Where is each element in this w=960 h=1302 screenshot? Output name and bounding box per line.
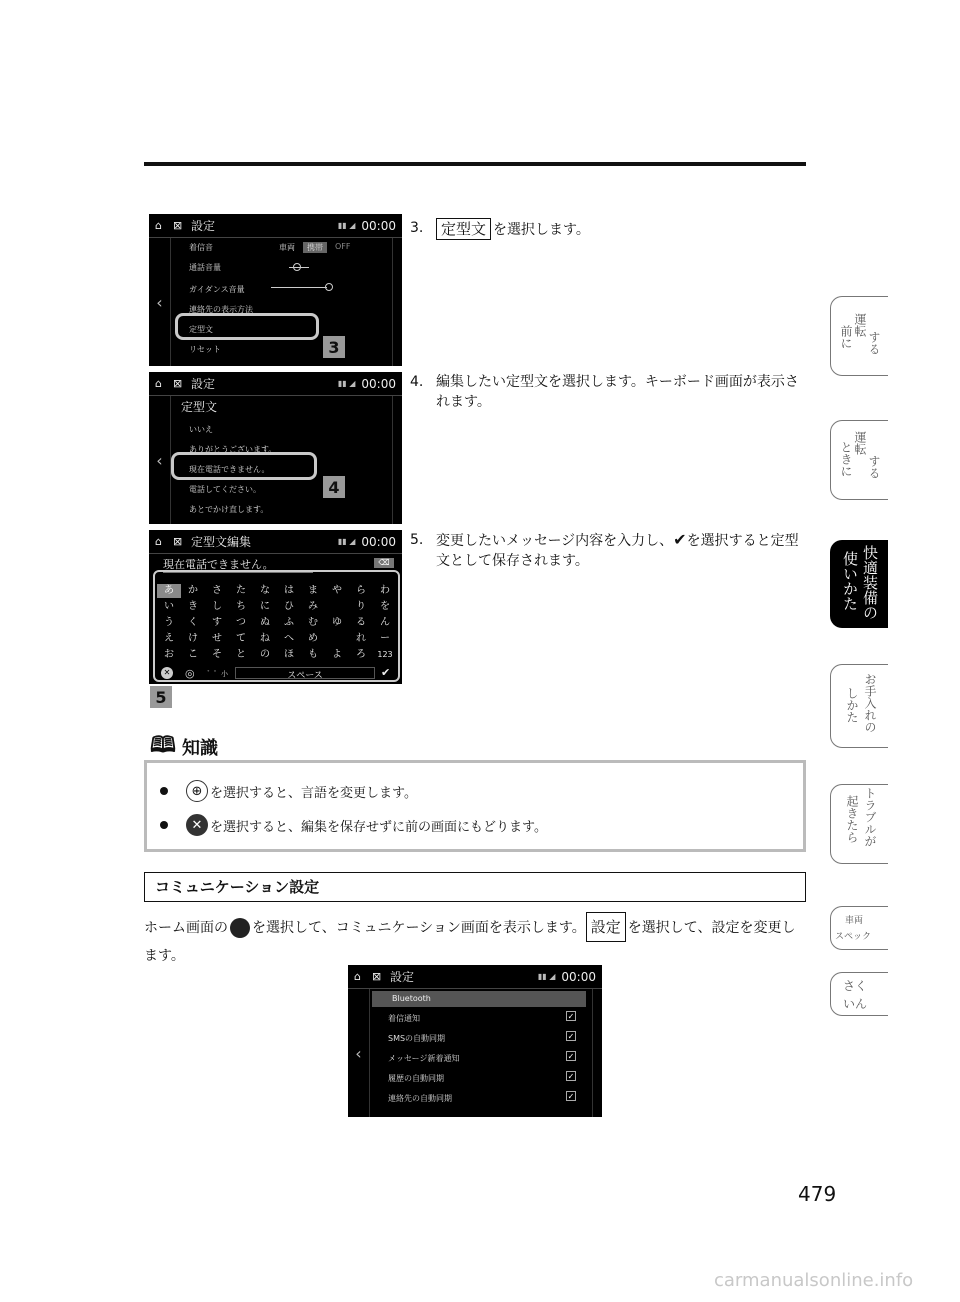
phrase-row: ありがとうございます。 (189, 445, 277, 454)
kana-key[interactable]: あ (157, 584, 181, 598)
setting-row: SMSの自動同期 (388, 1034, 446, 1043)
kana-key[interactable]: か (188, 585, 198, 596)
setting-row: 履歴の自動同期 (388, 1074, 444, 1083)
phrase-row: あとでかけ直します。 (189, 505, 269, 514)
delete-icon: ✕ (161, 667, 173, 679)
boxed-label: 定型文 (436, 218, 491, 240)
signal-icon: ▮▮ ◢ (337, 379, 356, 388)
home-icon: ⌂ (155, 535, 162, 548)
kana-key[interactable]: を (380, 601, 390, 612)
small-kana-key: ゛゜小 (207, 670, 228, 678)
setting-row: 着信通知 (388, 1014, 420, 1023)
clock: 00:00 (561, 969, 596, 984)
home-icon: ⌂ (155, 219, 162, 232)
tab-troubleshooting[interactable]: 起きたら トラブルが (830, 784, 888, 864)
kana-key[interactable]: ね (260, 633, 270, 644)
kana-key[interactable]: わ (380, 585, 390, 596)
phrase-row: いいえ (189, 425, 213, 434)
kana-key[interactable]: つ (236, 617, 246, 628)
back-icon: ⊠ (173, 219, 183, 232)
kana-key[interactable]: せ (212, 633, 222, 644)
page-number: 479 (798, 1182, 837, 1206)
kana-key[interactable]: の (260, 649, 270, 660)
back-icon: ⊠ (173, 377, 183, 390)
setting-row: メッセージ新着通知 (388, 1054, 460, 1063)
screen-title: 設定 (390, 970, 415, 984)
kana-key[interactable]: る (356, 617, 366, 628)
screen-heading: 定型文 (181, 400, 218, 414)
kana-key[interactable]: へ (284, 633, 294, 644)
tab-before-driving[interactable]: 運転 前に する (830, 296, 888, 376)
back-icon: ⊠ (173, 535, 183, 548)
settings-row: 着信音 (189, 243, 213, 252)
kana-key[interactable]: ろ (356, 649, 366, 660)
kana-key[interactable]: ち (236, 601, 246, 612)
chevron-left-icon: ‹ (348, 989, 370, 1117)
tab-maintenance[interactable]: しかた お手入れの (830, 664, 888, 748)
kana-key[interactable]: ま (308, 585, 318, 596)
kana-key[interactable]: こ (188, 649, 198, 660)
kana-key[interactable]: ー (380, 633, 390, 644)
checkbox-icon: ✓ (567, 1072, 575, 1081)
chevron-left-icon: ‹ (149, 238, 171, 366)
screen-title: 設定 (191, 377, 216, 391)
setting-row: 連絡先の自動同期 (388, 1094, 452, 1103)
kana-key[interactable]: そ (212, 649, 222, 660)
kana-key[interactable]: て (236, 633, 246, 644)
home-icon: ⌂ (155, 377, 162, 390)
phrase-row: 現在電話できません。 (189, 465, 270, 474)
guidance-slider (271, 287, 327, 288)
book-icon: 🕮 (150, 733, 176, 758)
settings-screen: ⌂ ⊠ 設定 ▮▮ ◢ 00:00 ‹ 着信音 車両 携帯 OFF 通話音量 ガイダンス音量 連絡先の表示方法 定型文 リセット 3 (149, 214, 402, 366)
signal-icon: ▮▮ ◢ (537, 972, 556, 981)
section-title: コミュニケーション設定 (144, 872, 806, 902)
phrase-list-screen (149, 372, 402, 524)
clock: 00:00 (361, 534, 396, 549)
kana-key[interactable]: れ (356, 633, 366, 644)
screen-title: 定型文編集 (191, 535, 252, 549)
checkbox-icon: ✓ (567, 1052, 575, 1061)
kana-key[interactable]: た (236, 585, 246, 596)
tab-comfort-features[interactable]: 使いかた 快適装備の (830, 540, 888, 628)
step-callout: 4 (323, 476, 345, 498)
kana-key[interactable]: え (164, 633, 174, 644)
globe-icon: ◎ (185, 667, 195, 680)
kana-key[interactable]: な (260, 585, 270, 596)
clock: 00:00 (361, 376, 396, 391)
text-input: 現在電話できません。 (163, 556, 313, 573)
chevron-left-icon: ‹ (149, 396, 171, 524)
keyboard-screen (149, 530, 402, 684)
kana-key[interactable]: ほ (284, 649, 294, 660)
checkbox-icon: ✓ (567, 1012, 575, 1021)
kana-key[interactable]: む (308, 617, 318, 628)
kana-key[interactable]: き (188, 601, 198, 612)
kana-key[interactable]: は (284, 585, 294, 596)
knowledge-title: 🕮 知識 (150, 728, 218, 766)
kana-key[interactable]: い (164, 601, 174, 612)
tab-specifications[interactable]: 車両 スペック (830, 906, 888, 950)
communication-icon (230, 918, 250, 938)
kana-key[interactable] (325, 600, 349, 614)
kana-key[interactable]: ら (356, 585, 366, 596)
checkbox-icon: ✓ (567, 1032, 575, 1041)
kana-key[interactable] (325, 632, 349, 646)
kana-key[interactable]: さ (212, 585, 222, 596)
step-callout: 5 (150, 686, 172, 708)
kana-key[interactable]: よ (332, 649, 342, 660)
highlight-frame (171, 452, 317, 480)
kana-key[interactable]: り (356, 601, 366, 612)
kana-key[interactable]: と (236, 649, 246, 660)
phrase-row: 電話してください。 (189, 485, 261, 494)
clock: 00:00 (361, 218, 396, 233)
tab-while-driving[interactable]: 運転 ときに する (830, 420, 888, 500)
kana-key[interactable]: ひ (284, 601, 294, 612)
highlight-frame (175, 313, 319, 340)
tab-index[interactable]: さく いん (830, 972, 888, 1016)
close-icon: ✕ (186, 814, 208, 836)
screen-title: 設定 (191, 219, 216, 233)
watermark: carmanualsonline.info (714, 1270, 914, 1291)
step-callout: 3 (323, 336, 345, 358)
knowledge-box (144, 760, 806, 852)
bluetooth-row: Bluetooth (372, 991, 586, 1007)
check-icon: ✔ (673, 530, 687, 549)
kana-key[interactable]: め (308, 633, 318, 644)
bullet-item: ⊕ を選択すると、言語を変更します。 (160, 780, 417, 802)
globe-icon: ⊕ (186, 780, 208, 802)
settings-row: 定型文 (189, 325, 213, 334)
kana-key[interactable]: も (308, 649, 318, 660)
kana-key[interactable]: す (212, 617, 222, 628)
signal-icon: ▮▮ ◢ (337, 537, 356, 546)
settings-row: リセット (189, 345, 221, 354)
backspace-icon: ⌫ (374, 558, 394, 568)
kana-key[interactable]: み (308, 601, 318, 612)
checkbox-icon: ✓ (567, 1092, 575, 1101)
kana-key[interactable]: お (164, 649, 174, 660)
settings-row: 連絡先の表示方法 (189, 305, 253, 314)
top-rule (144, 162, 806, 166)
communication-settings-screen (348, 965, 602, 1117)
kana-key[interactable]: ぬ (260, 617, 270, 628)
space-key: スペース (235, 667, 375, 679)
settings-row: 通話音量 (189, 263, 221, 272)
signal-icon: ▮▮ ◢ (337, 221, 356, 230)
kana-key[interactable]: ん (380, 617, 390, 628)
kana-key[interactable]: 123 (377, 650, 393, 659)
kana-key[interactable]: ゆ (332, 617, 342, 628)
kana-key[interactable]: く (188, 617, 198, 628)
kana-key[interactable]: う (164, 617, 174, 628)
home-icon: ⌂ (354, 970, 361, 983)
kana-key[interactable]: や (332, 585, 342, 596)
check-icon: ✔ (381, 666, 391, 679)
back-icon: ⊠ (372, 970, 382, 983)
bullet-item: ✕ を選択すると、編集を保存せずに前の画面にもどります。 (160, 814, 547, 836)
kana-key[interactable]: し (212, 601, 222, 612)
settings-row: ガイダンス音量 (189, 285, 245, 294)
kana-key[interactable]: ふ (284, 617, 294, 628)
boxed-label: 設定 (586, 912, 626, 942)
kana-key[interactable]: け (188, 633, 198, 644)
section-paragraph: ホーム画面の を選択して、コミュニケーション画面を表示します。 設定 を選択して、設定を変更します。 (144, 912, 806, 970)
kana-key[interactable]: に (260, 601, 270, 612)
